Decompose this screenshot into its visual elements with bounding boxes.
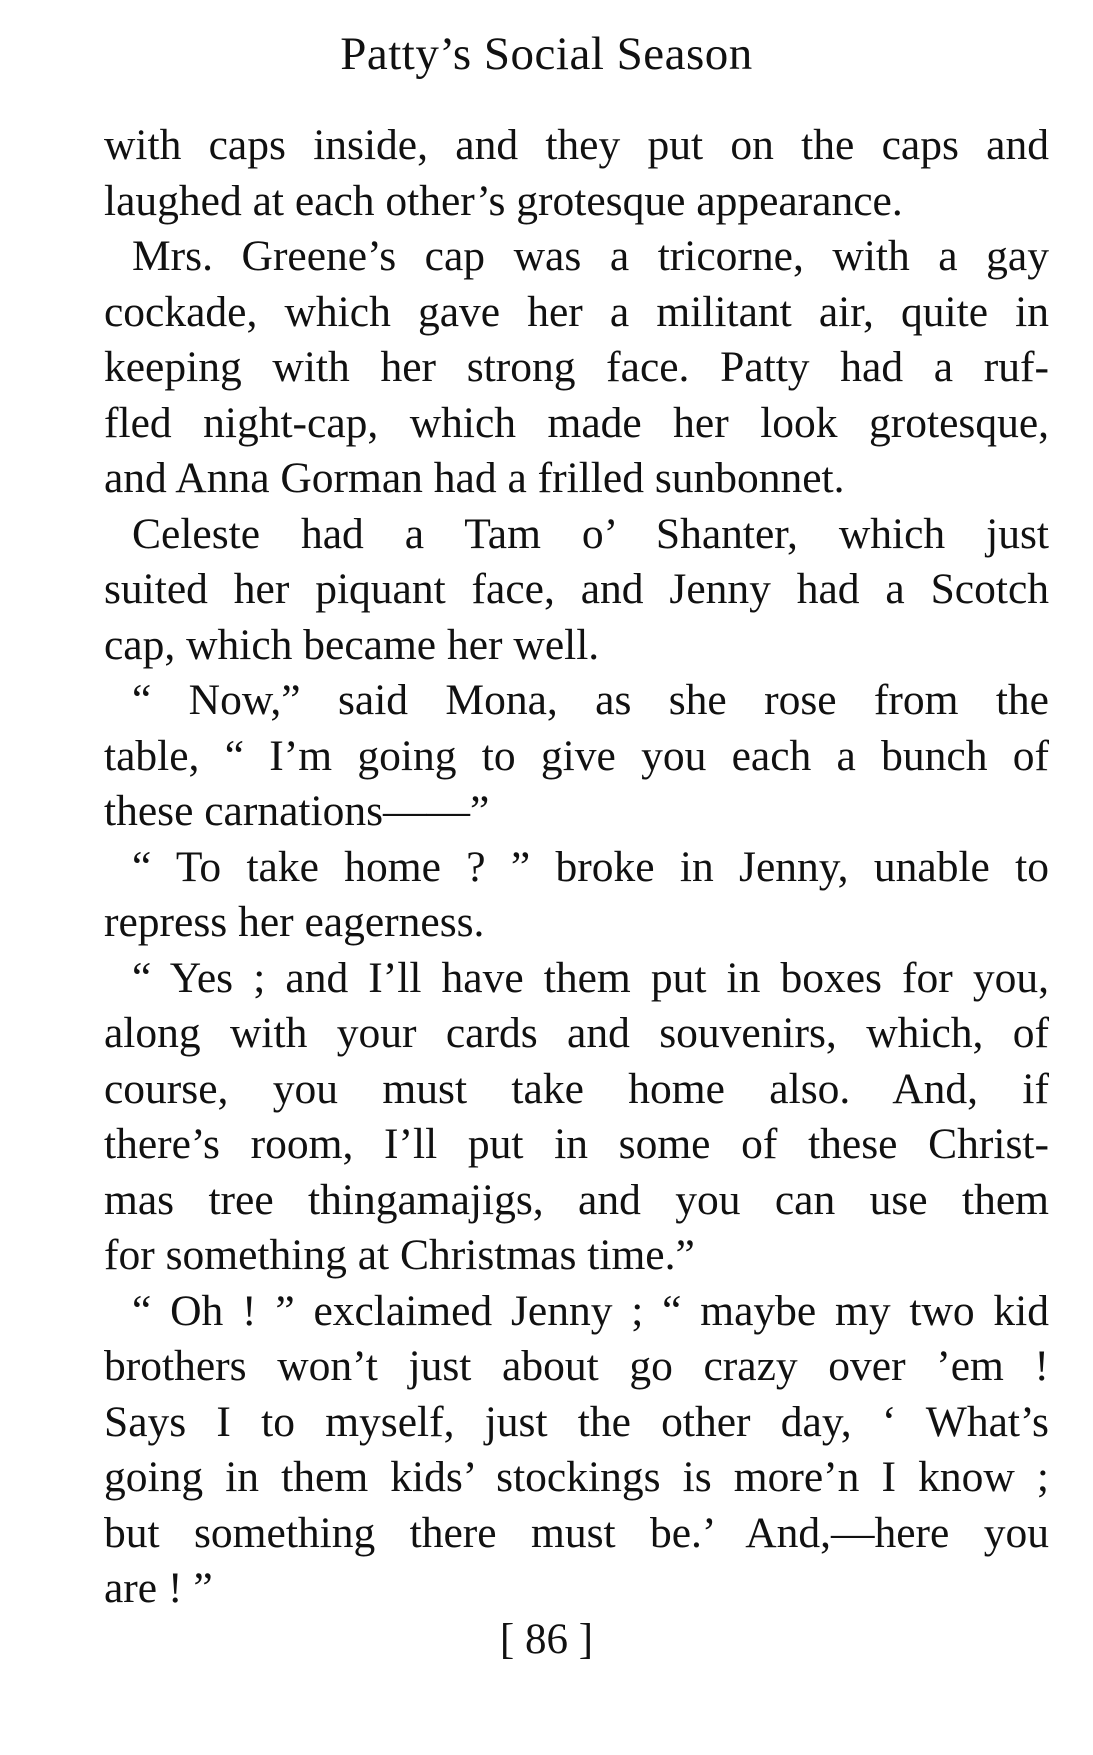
text-line: and Anna Gorman had a frilled sunbonnet.: [104, 454, 845, 502]
text-line: fled night-cap, which made her look grotesque,: [104, 398, 1049, 447]
text-line: but something there must be.’ And,—here you: [104, 1508, 1049, 1557]
text-line: going in them kids’ stockings is more’n I know ;: [104, 1453, 1049, 1501]
running-title: Patty’s Social Season: [340, 28, 753, 80]
text-line: “ Yes ; and I’ll have them put in boxes for you,: [132, 953, 1049, 1002]
text-line: Mrs. Greene’s cap was a tricorne, with a gay: [132, 232, 1049, 280]
text-line: laughed at each other’s grotesque appearance.: [104, 176, 903, 225]
text-line: for something at Christmas time.”: [104, 1231, 695, 1279]
text-line: repress her eagerness.: [104, 898, 485, 946]
text-line: “ Oh ! ” exclaimed Jenny ; “ maybe my two kid: [132, 1286, 1049, 1335]
text-line: Celeste had a Tam o’ Shanter, which just: [132, 509, 1049, 558]
text-line: Says I to myself, just the other day, ‘ What’s: [104, 1397, 1049, 1446]
text-line: along with your cards and souvenirs, which, of: [104, 1009, 1049, 1057]
text-line: suited her piquant face, and Jenny had a Scotch: [104, 565, 1049, 613]
text-line: course, you must take home also. And, if: [104, 1064, 1049, 1113]
text-line: cockade, which gave her a militant air, quite in: [104, 287, 1049, 336]
text-line: table, “ I’m going to give you each a bunch of: [104, 731, 1049, 780]
page-body-text: [104, 118, 1049, 1617]
page-number: [ 86 ]: [499, 1616, 594, 1663]
text-line: these carnations——”: [104, 787, 490, 835]
text-line: are ! ”: [104, 1564, 213, 1612]
text-line: with caps inside, and they put on the caps and: [104, 121, 1049, 169]
text-line: “ Now,” said Mona, as she rose from the: [132, 676, 1049, 724]
text-line: brothers won’t just about go crazy over ’em !: [104, 1342, 1049, 1390]
text-line: keeping with her strong face. Patty had a ruf-: [104, 343, 1049, 391]
text-line: there’s room, I’ll put in some of these Christ-: [104, 1120, 1049, 1168]
text-line: “ To take home ? ” broke in Jenny, unable to: [132, 842, 1049, 891]
text-line: cap, which became her well.: [104, 620, 600, 669]
text-line: mas tree thingamajigs, and you can use them: [104, 1175, 1049, 1224]
